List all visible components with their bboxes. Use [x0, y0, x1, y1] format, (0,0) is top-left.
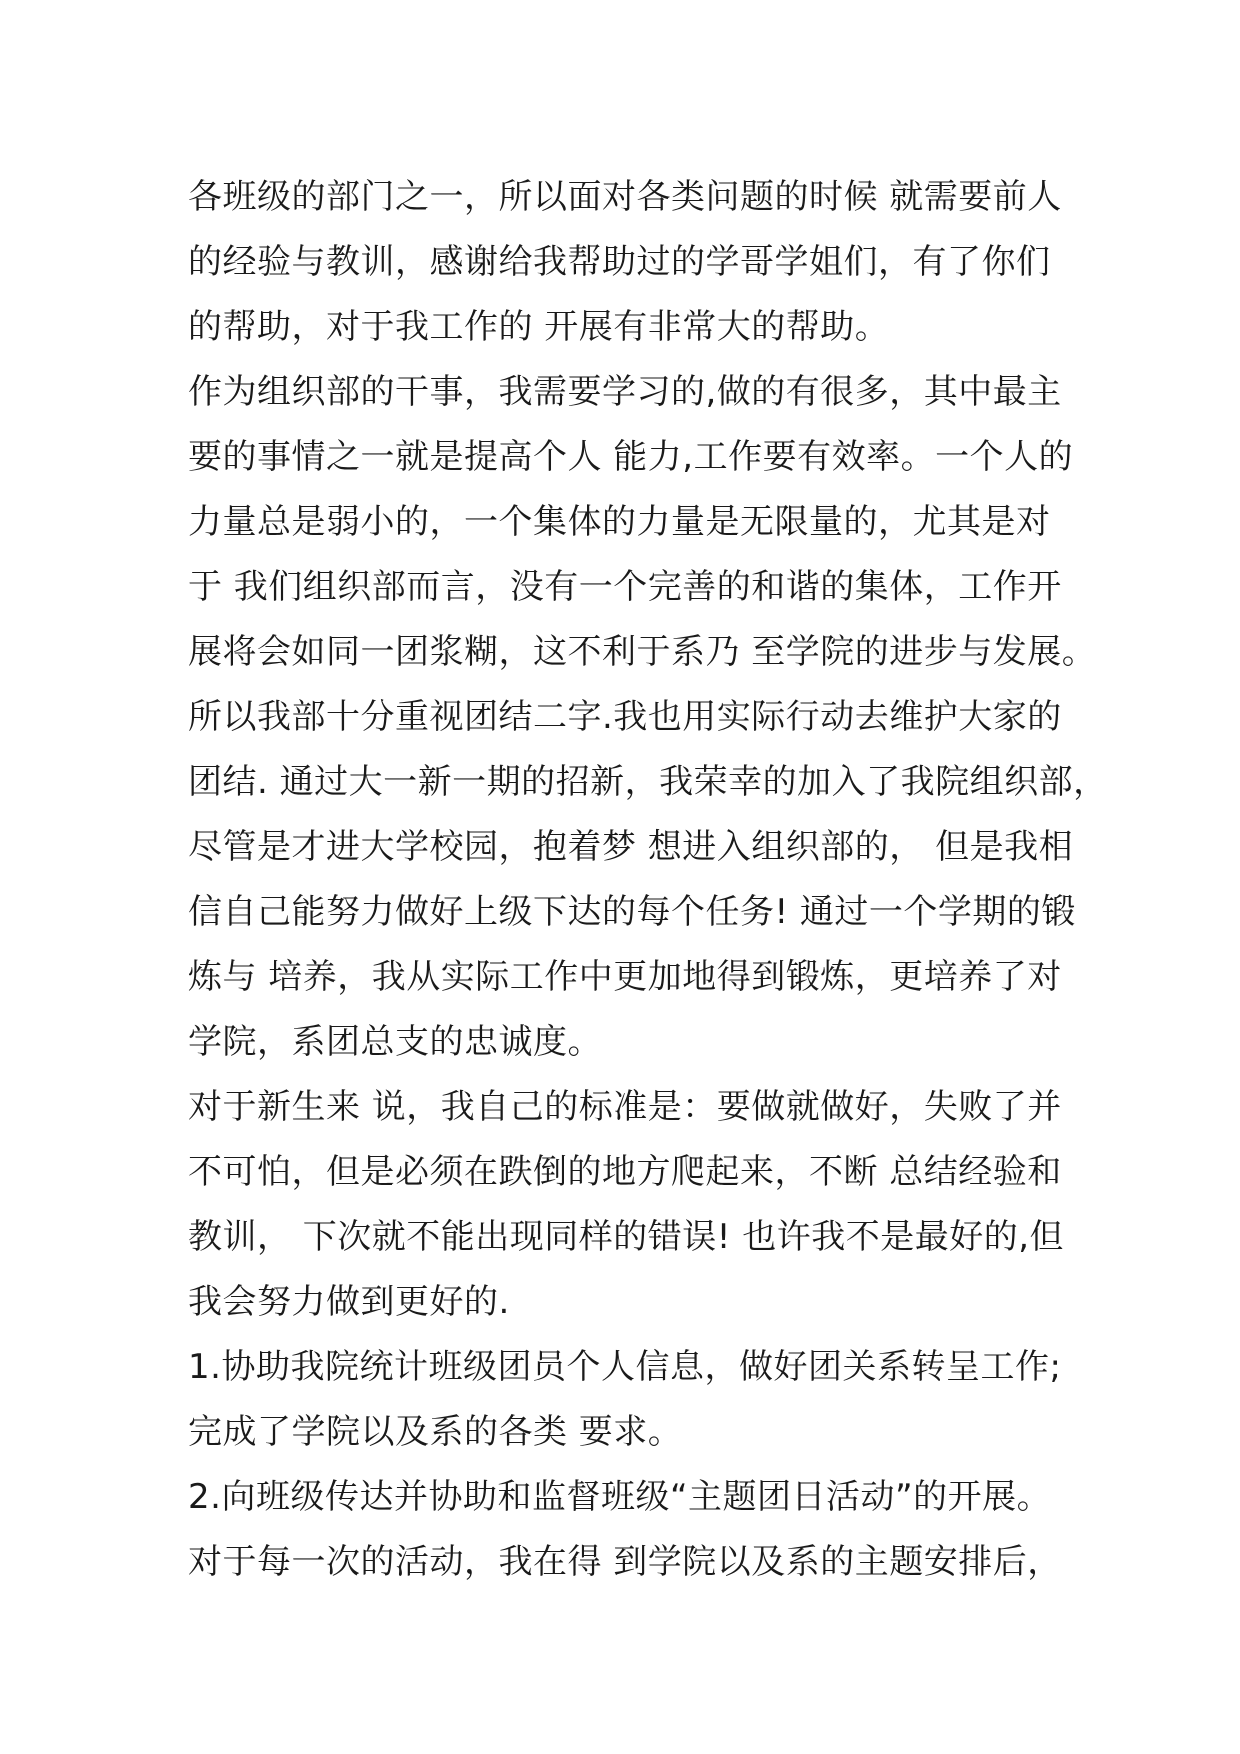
- text-line: 我会努力做到更好的.: [188, 1282, 510, 1322]
- text-line: 于 我们组织部而言，没有一个完善的和谐的集体，工作开: [188, 567, 1062, 607]
- text-line: 完成了学院以及系的各类 要求。: [188, 1412, 683, 1452]
- body-text: [188, 165, 1108, 1595]
- text-line: 所以我部十分重视团结二字.我也用实际行动去维护大家的: [188, 697, 1062, 737]
- text-line: 不可怕，但是必须在跌倒的地方爬起来，不断 总结经验和: [188, 1152, 1062, 1192]
- text-line: 对于新生来 说，我自己的标准是：要做就做好，失败了并: [188, 1087, 1062, 1127]
- text-line: 团结. 通过大一新一期的招新，我荣幸的加入了我院组织部，: [188, 762, 1108, 802]
- text-line: 的帮助，对于我工作的 开展有非常大的帮助。: [188, 307, 890, 347]
- text-line: 展将会如同一团浆糊，这不利于系乃 至学院的进步与发展。: [188, 632, 1097, 672]
- text-line: 对于每一次的活动，我在得 到学院以及系的主题安排后，: [188, 1542, 1062, 1582]
- text-line: 力量总是弱小的，一个集体的力量是无限量的，尤其是对: [188, 502, 1051, 542]
- text-line: 各班级的部门之一，所以面对各类问题的时候 就需要前人: [188, 177, 1062, 217]
- text-line: 2.向班级传达并协助和监督班级“主题团日活动”的开展。: [188, 1477, 1052, 1517]
- text-line: 学院，系团总支的忠诚度。: [188, 1022, 602, 1062]
- text-line: 的经验与教训，感谢给我帮助过的学哥学姐们，有了你们: [188, 242, 1051, 282]
- text-line: 教训， 下次就不能出现同样的错误! 也许我不是最好的,但: [188, 1217, 1065, 1257]
- text-line: 炼与 培养，我从实际工作中更加地得到锻炼，更培养了对: [188, 957, 1062, 997]
- text-line: 作为组织部的干事，我需要学习的,做的有很多，其中最主: [188, 372, 1062, 412]
- text-line: 尽管是才进大学校园，抱着梦 想进入组织部的， 但是我相: [188, 827, 1074, 867]
- text-line: 要的事情之一就是提高个人 能力,工作要有效率。一个人的: [188, 437, 1074, 477]
- text-line: 信自己能努力做好上级下达的每个任务! 通过一个学期的锻: [188, 892, 1076, 932]
- text-line: 1.协助我院统计班级团员个人信息，做好团关系转呈工作;: [188, 1347, 1062, 1387]
